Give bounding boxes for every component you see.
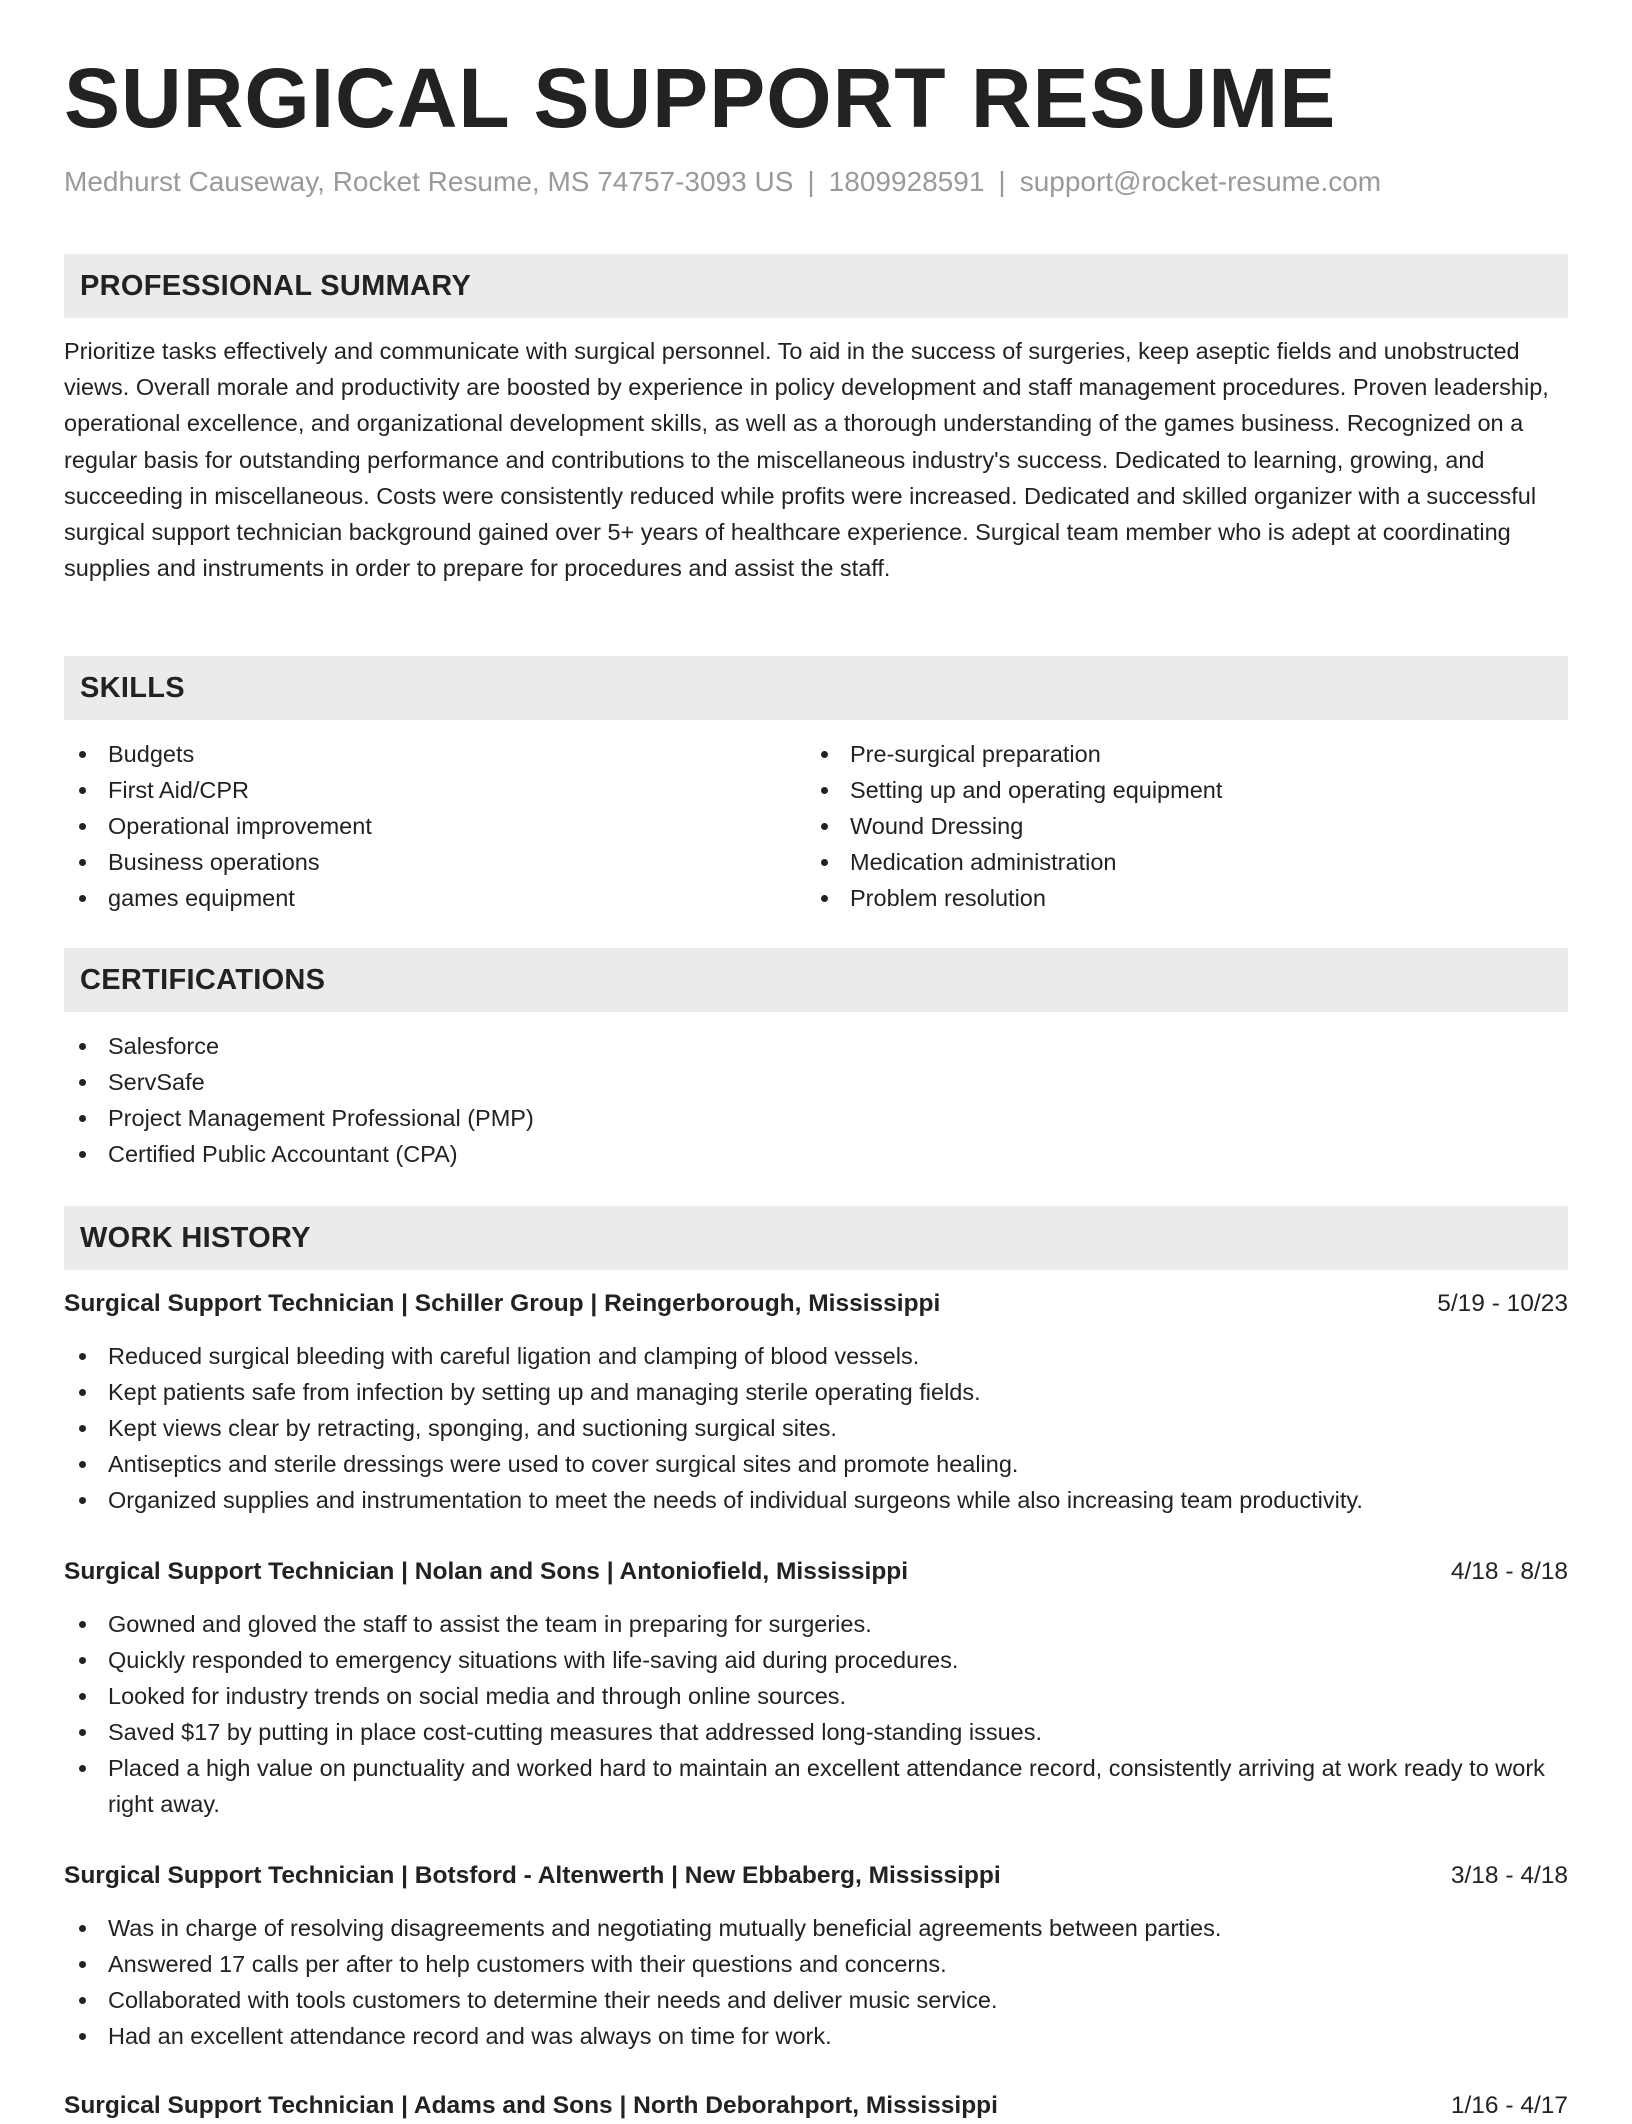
job-header: [64, 1554, 1568, 1590]
list-item: Reduced surgical bleeding with careful ligation and clamping of blood vessels.: [64, 1338, 1568, 1374]
professional-summary-text: Prioritize tasks effectively and communicate with surgical personnel. To aid in the success of surgeries, keep aseptic fields and unobstructed views. Overall morale and productivity are boosted by experience in policy development and staff management procedures. Proven leadership, operational excellence, and organizational development skills, as well as a thorough understanding of the games business. Recognized on a regular basis for outstanding performance and contributions to the miscellaneous industry's success. Dedicated to learning, growing, and succeeding in miscellaneous. Costs were consistently reduced while profits were increased. Dedicated and skilled organizer with a successful surgical support technician background gained over 5+ years of healthcare experience. Surgical team member who is adept at coordinating supplies and instruments in order to prepare for procedures and assist the staff.: [64, 338, 1549, 582]
job-title: Surgical Support Technician | Schiller Group | Reingerborough, Mississippi: [64, 1290, 941, 1317]
list-item: Answered 17 calls per after to help customers with their questions and concerns.: [64, 1946, 1568, 1982]
contact-line: [64, 166, 1381, 198]
job-entry: [64, 1286, 1568, 1518]
list-item: Setting up and operating equipment: [806, 772, 1546, 808]
list-item: Gowned and gloved the staff to assist the team in preparing for surgeries.: [64, 1606, 1568, 1642]
certifications-list: [64, 1028, 1568, 1172]
contact-address: Medhurst Causeway, Rocket Resume, MS 74757-3093 US: [64, 166, 794, 197]
job-bullets: [64, 1606, 1568, 1822]
contact-separator: |: [807, 166, 815, 197]
list-item: Kept views clear by retracting, sponging, and suctioning surgical sites.: [64, 1410, 1568, 1446]
list-item: Certified Public Accountant (CPA): [64, 1136, 1568, 1172]
job-header: [64, 1286, 1568, 1322]
contact-phone: 1809928591: [828, 166, 985, 197]
section-heading-skills: SKILLS: [64, 656, 1568, 720]
section-heading-work-history: WORK HISTORY: [64, 1206, 1568, 1270]
list-item: Was in charge of resolving disagreements and negotiating mutually beneficial agreements between parties.: [64, 1910, 1568, 1946]
job-entry: [64, 2088, 1568, 2124]
list-item: Salesforce: [64, 1028, 1568, 1064]
skills-list-right: [806, 736, 1546, 916]
list-item: Organized supplies and instrumentation to meet the needs of individual surgeons while also increasing team productivity.: [64, 1482, 1568, 1518]
list-item: Project Management Professional (PMP): [64, 1100, 1568, 1136]
job-entry: [64, 1858, 1568, 2054]
list-item: Medication administration: [806, 844, 1546, 880]
job-dates: 4/18 - 8/18: [1450, 1558, 1568, 1585]
list-item: Saved $17 by putting in place cost-cutting measures that addressed long-standing issues.: [64, 1714, 1568, 1750]
job-dates: 3/18 - 4/18: [1450, 1862, 1568, 1889]
job-dates: 1/16 - 4/17: [1450, 2092, 1568, 2119]
job-title: Surgical Support Technician | Nolan and Sons | Antoniofield, Mississippi: [64, 1558, 909, 1585]
list-item: Problem resolution: [806, 880, 1546, 916]
contact-email: support@rocket-resume.com: [1019, 166, 1382, 197]
job-dates: 5/19 - 10/23: [1437, 1290, 1568, 1317]
list-item: Business operations: [64, 844, 804, 880]
list-item: Wound Dressing: [806, 808, 1546, 844]
list-item: Placed a high value on punctuality and worked hard to maintain an excellent attendance record, consistently arriving at work ready to work right away.: [64, 1750, 1568, 1822]
list-item: ServSafe: [64, 1064, 1568, 1100]
job-header: [64, 2088, 1568, 2124]
list-item: games equipment: [64, 880, 804, 916]
skills-list-left: [64, 736, 804, 916]
list-item: Quickly responded to emergency situations with life-saving aid during procedures.: [64, 1642, 1568, 1678]
section-heading-certifications: CERTIFICATIONS: [64, 948, 1568, 1012]
resume-title: SURGICAL SUPPORT RESUME: [64, 51, 1337, 145]
job-bullets: [64, 1338, 1568, 1518]
list-item: First Aid/CPR: [64, 772, 804, 808]
list-item: Looked for industry trends on social media and through online sources.: [64, 1678, 1568, 1714]
job-header: [64, 1858, 1568, 1894]
list-item: Collaborated with tools customers to determine their needs and deliver music service.: [64, 1982, 1568, 2018]
section-heading-professional-summary: PROFESSIONAL SUMMARY: [64, 254, 1568, 318]
list-item: Antiseptics and sterile dressings were used to cover surgical sites and promote healing.: [64, 1446, 1568, 1482]
list-item: Budgets: [64, 736, 804, 772]
list-item: Pre-surgical preparation: [806, 736, 1546, 772]
list-item: Had an excellent attendance record and was always on time for work.: [64, 2018, 1568, 2054]
list-item: Operational improvement: [64, 808, 804, 844]
job-entry: [64, 1554, 1568, 1822]
contact-separator: |: [998, 166, 1006, 197]
list-item: Kept patients safe from infection by setting up and managing sterile operating fields.: [64, 1374, 1568, 1410]
job-title: Surgical Support Technician | Adams and Sons | North Deborahport, Mississippi: [64, 2092, 998, 2119]
job-bullets: [64, 1910, 1568, 2054]
job-title: Surgical Support Technician | Botsford - Altenwerth | New Ebbaberg, Mississippi: [64, 1862, 1001, 1889]
